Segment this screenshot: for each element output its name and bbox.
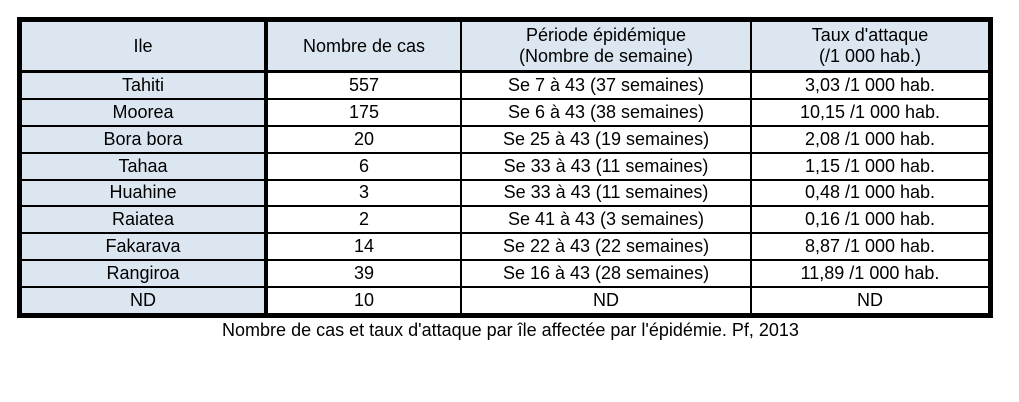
- cell-ile: Bora bora: [22, 126, 266, 153]
- cell-nombre-de-cas: 2: [266, 206, 461, 233]
- cell-nombre-de-cas: 39: [266, 260, 461, 287]
- cell-nombre-de-cas: 6: [266, 153, 461, 180]
- cell-taux: 0,48 /1 000 hab.: [751, 180, 988, 207]
- cell-nombre-de-cas: 14: [266, 233, 461, 260]
- table-row: [22, 72, 988, 99]
- cell-ile: Huahine: [22, 180, 266, 207]
- cell-nombre-de-cas: 3: [266, 180, 461, 207]
- header-ile-label: Ile: [133, 35, 153, 56]
- cell-ile: ND: [22, 287, 266, 313]
- header-nombre-de-cas: [266, 22, 461, 72]
- header-taux-line-1: Taux d'attaque: [811, 25, 929, 45]
- cell-periode: Se 41 à 43 (3 semaines): [461, 206, 751, 233]
- cell-periode: Se 6 à 43 (38 semaines): [461, 99, 751, 126]
- table-row: [22, 99, 988, 126]
- cell-nombre-de-cas: 10: [266, 287, 461, 313]
- cell-periode: Se 25 à 43 (19 semaines): [461, 126, 751, 153]
- table-row: [22, 206, 988, 233]
- cell-taux: 8,87 /1 000 hab.: [751, 233, 988, 260]
- cell-ile: Fakarava: [22, 233, 266, 260]
- cell-periode: Se 16 à 43 (28 semaines): [461, 260, 751, 287]
- cell-taux: 2,08 /1 000 hab.: [751, 126, 988, 153]
- cell-taux: ND: [751, 287, 988, 313]
- cell-ile: Raiatea: [22, 206, 266, 233]
- cell-periode: ND: [461, 287, 751, 313]
- header-taux-attaque: [751, 22, 988, 72]
- cell-nombre-de-cas: 20: [266, 126, 461, 153]
- cell-taux: 10,15 /1 000 hab.: [751, 99, 988, 126]
- cell-periode: Se 33 à 43 (11 semaines): [461, 180, 751, 207]
- table-header-row: [22, 22, 988, 72]
- table-row: [22, 180, 988, 207]
- cell-ile: Tahiti: [22, 72, 266, 99]
- header-nombre-de-cas-label: Nombre de cas: [302, 35, 426, 56]
- cell-taux: 11,89 /1 000 hab.: [751, 260, 988, 287]
- cell-periode: Se 7 à 43 (37 semaines): [461, 72, 751, 99]
- table-row: [22, 126, 988, 153]
- cell-periode: Se 22 à 43 (22 semaines): [461, 233, 751, 260]
- header-ile: [22, 22, 266, 72]
- cell-nombre-de-cas: 175: [266, 99, 461, 126]
- table-row: [22, 233, 988, 260]
- header-periode-line-2: (Nombre de semaine): [518, 46, 694, 66]
- epidemic-cases-table: [22, 22, 988, 313]
- table-row: [22, 153, 988, 180]
- header-taux-line-2: (/1 000 hab.): [818, 46, 922, 66]
- cell-ile: Rangiroa: [22, 260, 266, 287]
- cell-taux: 1,15 /1 000 hab.: [751, 153, 988, 180]
- cell-ile: Tahaa: [22, 153, 266, 180]
- header-periode-line-1: Période épidémique: [525, 25, 687, 45]
- cell-taux: 0,16 /1 000 hab.: [751, 206, 988, 233]
- cell-nombre-de-cas: 557: [266, 72, 461, 99]
- table-row: [22, 260, 988, 287]
- cell-periode: Se 33 à 43 (11 semaines): [461, 153, 751, 180]
- header-periode-epidemique: [461, 22, 751, 72]
- table-row: [22, 287, 988, 313]
- cell-ile: Moorea: [22, 99, 266, 126]
- epidemic-table-frame: [17, 17, 993, 318]
- cell-taux: 3,03 /1 000 hab.: [751, 72, 988, 99]
- table-caption: Nombre de cas et taux d'attaque par île affectée par l'épidémie. Pf, 2013: [222, 320, 799, 340]
